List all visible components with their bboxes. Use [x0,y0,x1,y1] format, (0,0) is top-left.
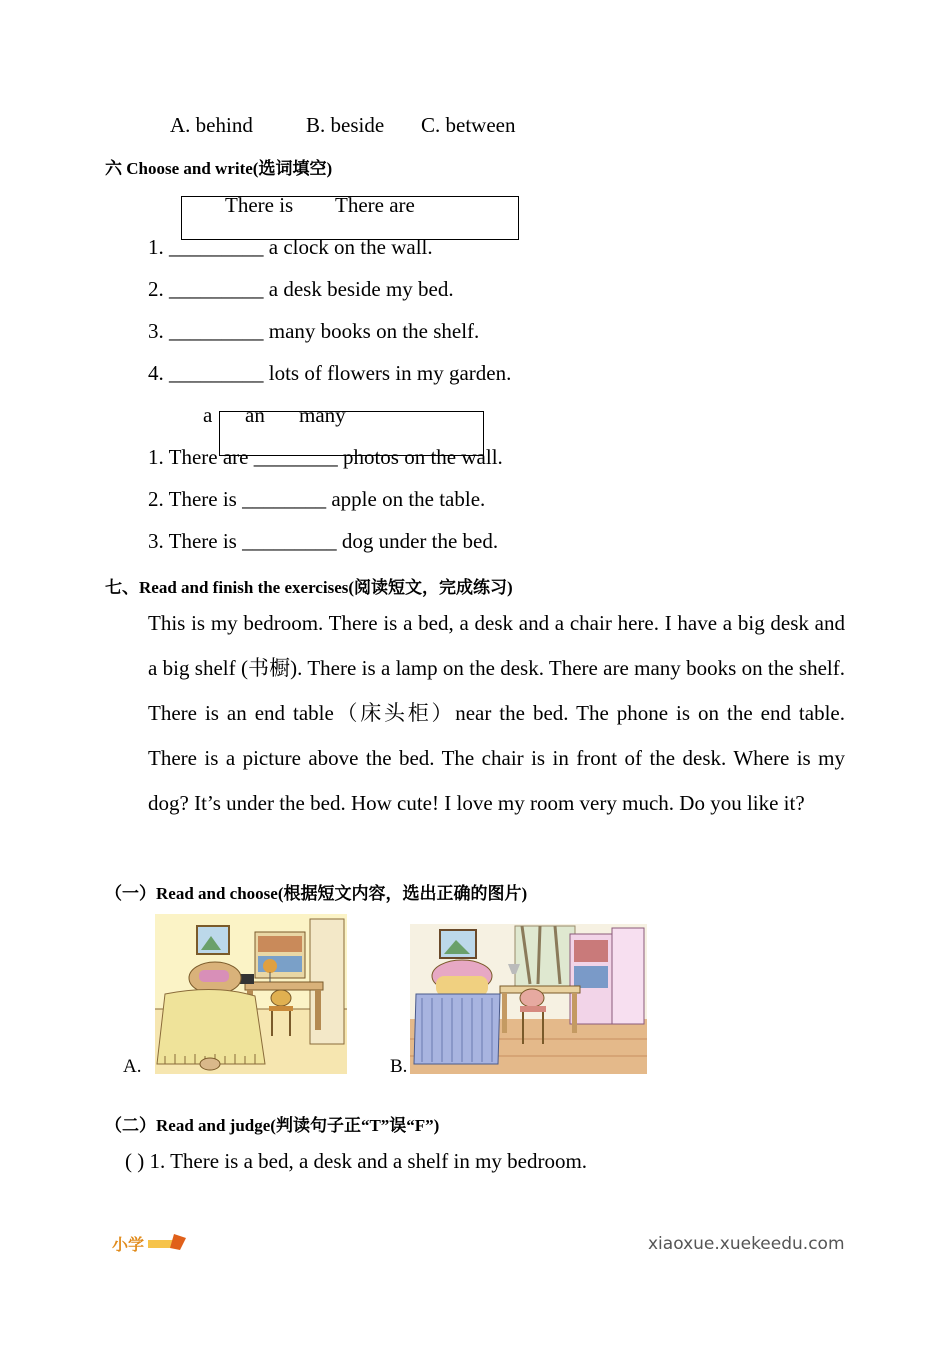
choice-b-label: B. [390,1056,408,1077]
bedroom-picture-a[interactable] [155,914,347,1074]
fill-line: 1. _________ a clock on the wall. [148,235,433,259]
sub2-title: （二）Read and judge(判读句子正“T”误“F”) [105,1116,440,1135]
fill-line: 1. There are ________ photos on the wall. [148,445,503,469]
sub1-title: （一）Read and choose(根据短文内容，选出正确的图片) [105,884,528,903]
fill-line: 3. _________ many books on the shelf. [148,319,480,343]
footer-logo [110,1228,190,1261]
word-box-2-item: an [245,403,265,427]
section7-title: 七、Read and finish the exercises(阅读短文，完成练习) [105,578,513,597]
option-b: B. beside [306,113,385,137]
reading-passage: This is my bedroom. There is a bed, a desk and a chair here. I have a big desk and a big shelf (书橱). There is a lamp on the desk. There are many books on the shelf. There is an end table（床头柜）near the bed. The phone is on the end table. There is a picture above the bed. The chair is in front of the desk. Where is my dog? It’s under the bed. How cute! I love my room very much. Do you like it? [148,611,845,815]
word-box-1-item: There are [335,193,415,217]
fill-line: 2. _________ a desk beside my bed. [148,277,454,301]
judge-item: ( ) 1. There is a bed, a desk and a shelf in my bedroom. [125,1149,588,1173]
option-c: C. between [421,113,516,137]
bedroom-picture-b[interactable] [410,924,647,1074]
word-box-2-item: many [299,403,346,427]
word-box-2-item: a [203,403,213,427]
footer-url: xiaoxue.xuekeedu.com [648,1234,845,1254]
choice-a-label: A. [123,1056,142,1077]
word-box-1-item: There is [225,193,294,217]
fill-line: 3. There is _________ dog under the bed. [148,529,499,553]
section6-title: 六 Choose and write(选词填空) [105,159,333,178]
fill-line: 4. _________ lots of flowers in my garden. [148,361,512,385]
svg-text:小学: 小学 [112,1235,145,1254]
option-a: A. behind [170,113,253,137]
fill-line: 2. There is ________ apple on the table. [148,487,486,511]
logo-icon [110,1228,190,1256]
